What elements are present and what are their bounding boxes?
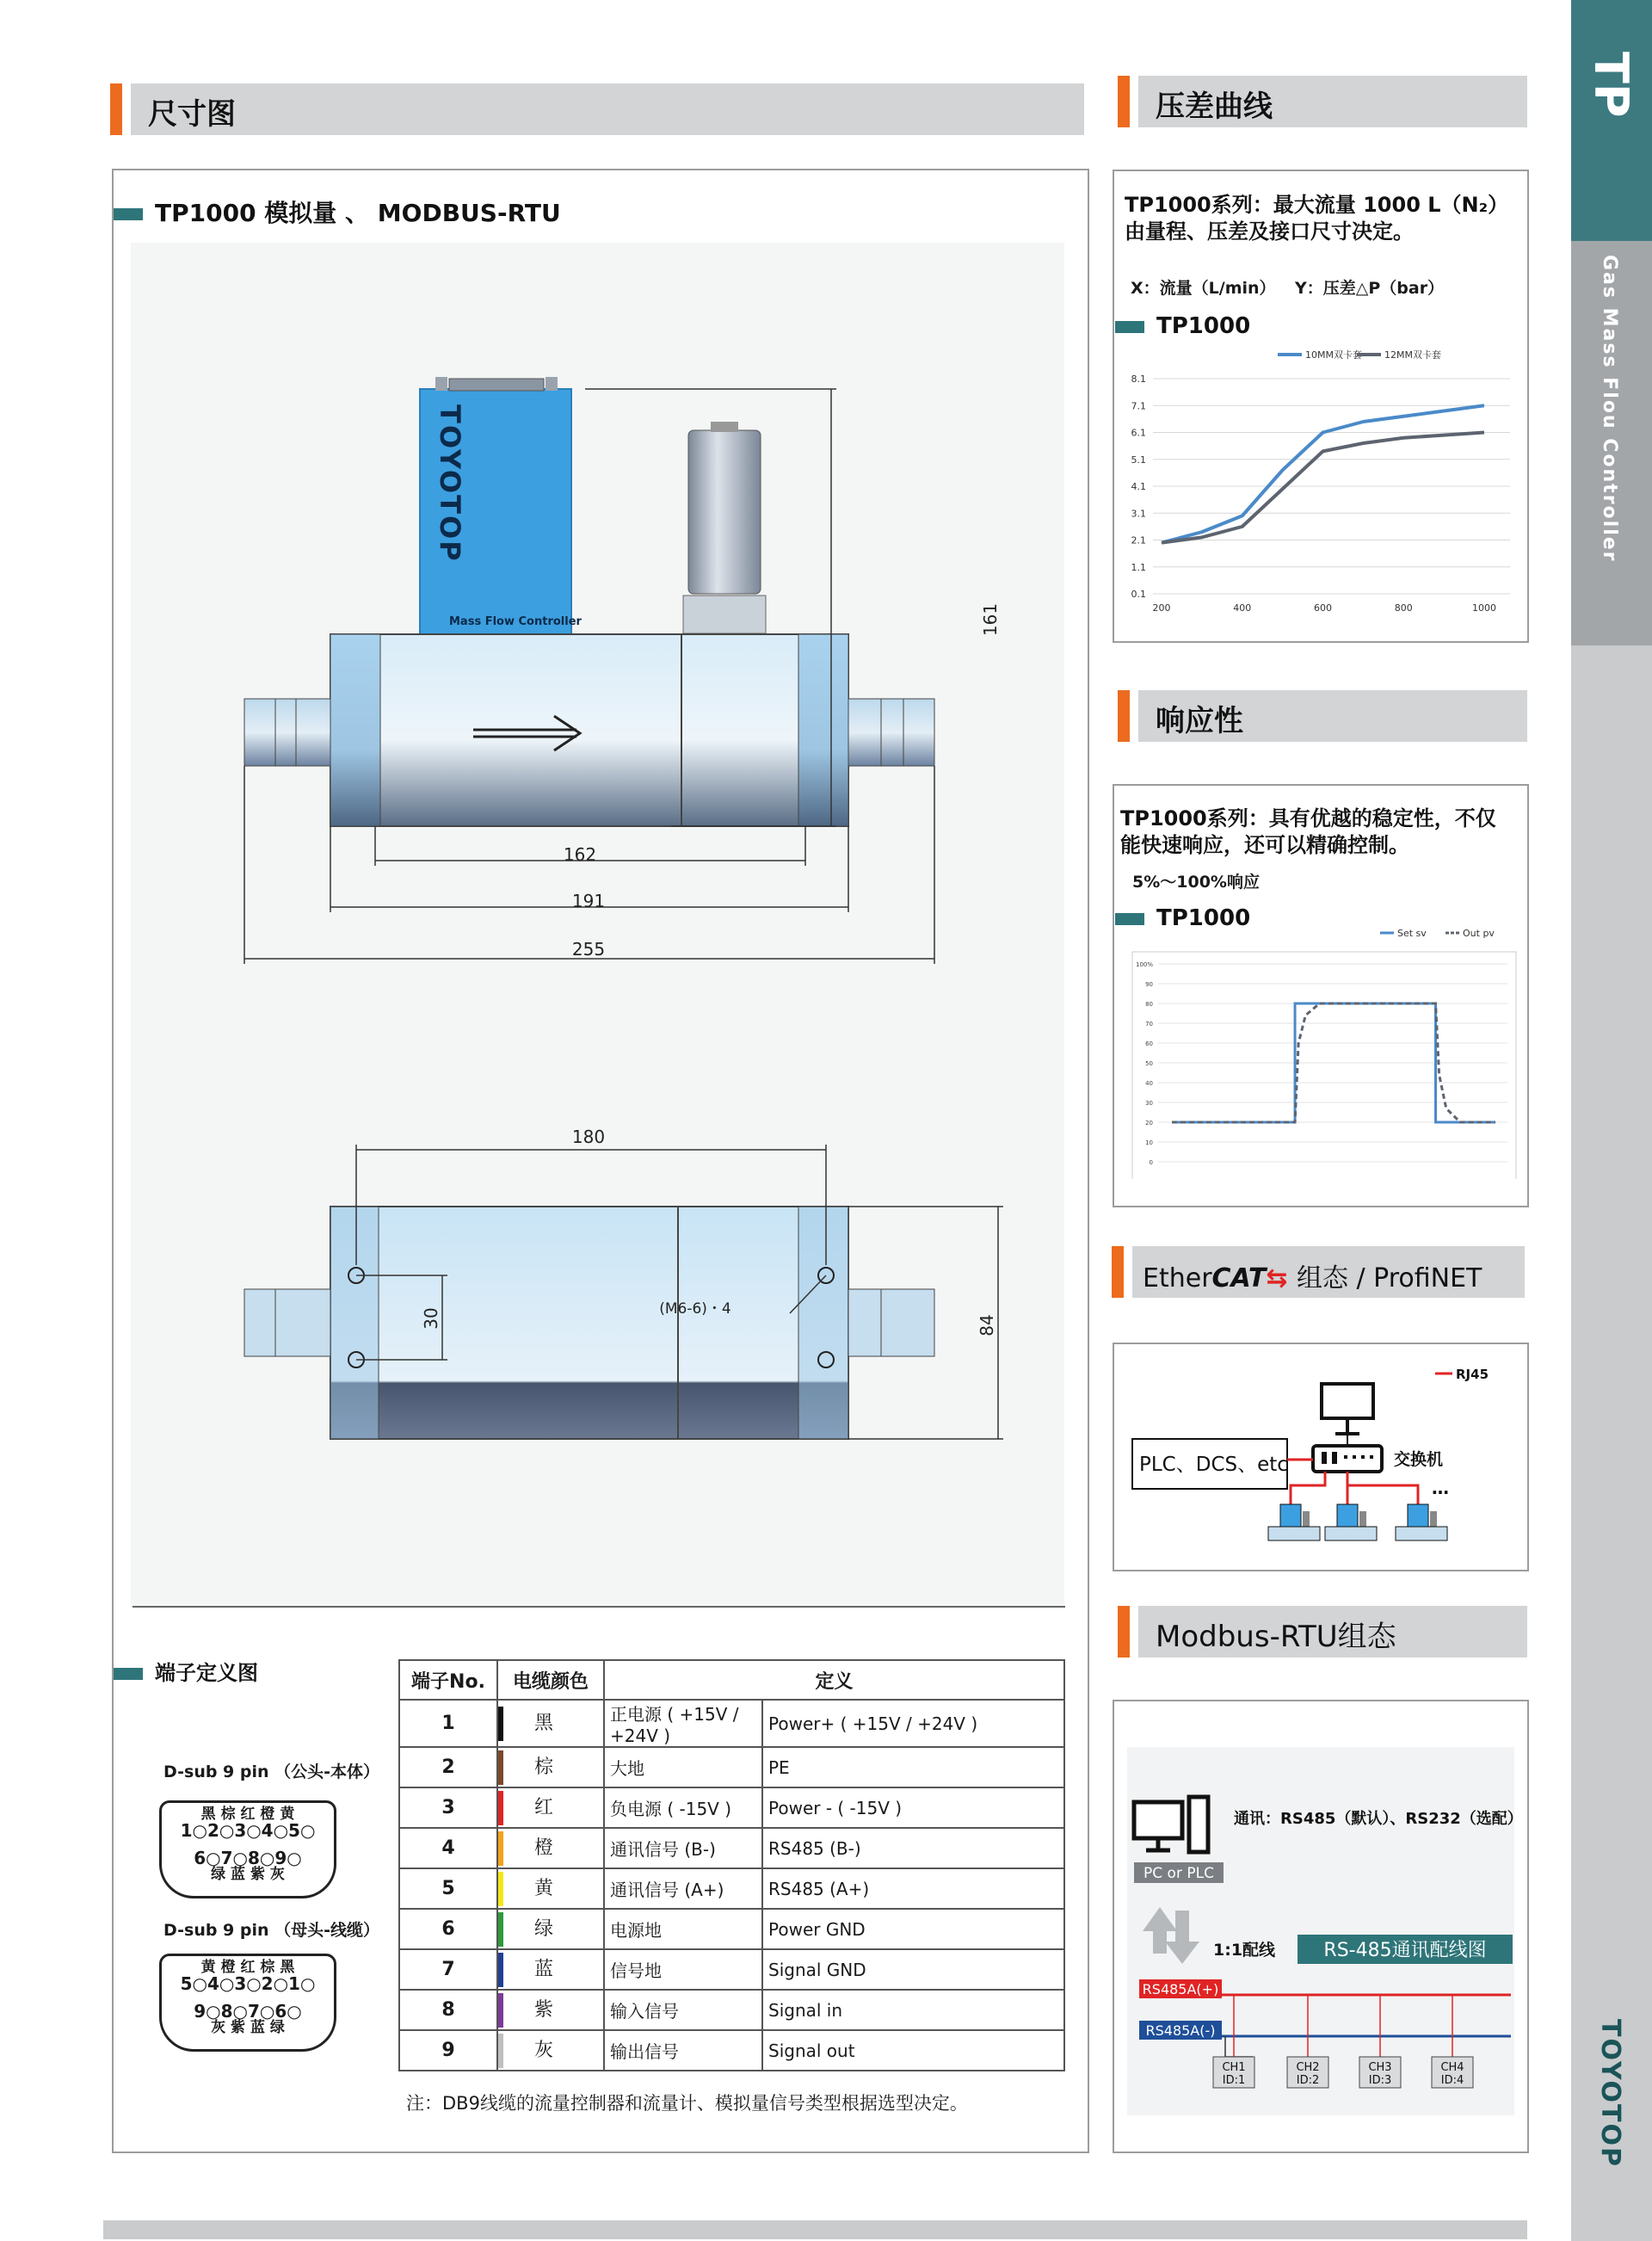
ethercat-title-post: 组态 / ProfiNET [1296, 1263, 1482, 1293]
male-row1-nums: 1○2○3○4○5○ [180, 1820, 316, 1841]
response-model: TP1000 [1156, 905, 1251, 931]
terminal-row [399, 2030, 1064, 2071]
pin-def-en: RS485 (A+) [762, 1868, 1064, 1909]
male-connector-label: D-sub 9 pin （公头-本体） [163, 1763, 380, 1781]
device-label: Mass Flow Controller [449, 615, 582, 628]
pressure-header-accent [1118, 76, 1130, 127]
response-header-accent [1118, 690, 1130, 742]
channel-id: ID:2 [1296, 2074, 1320, 2087]
model-caption: TP1000 模拟量 、 MODBUS-RTU [155, 199, 561, 227]
valve-cylinder [688, 430, 761, 594]
pin-color-name: 黄 [534, 1877, 554, 1899]
wiring-title: RS-485通讯配线图 [1323, 1940, 1487, 1961]
y-tick-label: 7.1 [1131, 400, 1146, 412]
y-tick-label: 5.1 [1131, 454, 1146, 466]
pin-color [497, 1787, 604, 1828]
pin-no: 9 [399, 2030, 497, 2071]
response-chart [1122, 912, 1523, 1179]
side-subtitle: Gas Mass Flou Controller [1599, 255, 1620, 563]
pin-color [497, 1828, 604, 1868]
pin-def-cn: 通讯信号 (A+) [604, 1868, 762, 1909]
pin-no: 2 [399, 1747, 497, 1787]
legend-label: 10MM双卡套 [1305, 349, 1362, 361]
legend-label: Out pv [1463, 928, 1495, 939]
y-tick-label: 40 [1145, 1080, 1153, 1087]
series-line [1162, 405, 1484, 542]
pin-def-en: Power GND [762, 1909, 1064, 1949]
modbus-title: Modbus-RTU组态 [1156, 1620, 1396, 1654]
modbus-header [1138, 1606, 1527, 1658]
pressure-chart [1119, 336, 1523, 628]
y-tick-label: 10 [1145, 1139, 1153, 1146]
pin-def-cn: 正电源 ( +15V / +24V ) [604, 1700, 762, 1747]
monitor-icon [1322, 1384, 1373, 1418]
caption-marker [114, 208, 143, 220]
terminal-row [399, 1747, 1064, 1787]
side-bottom-band [1571, 645, 1652, 2241]
color-swatch [498, 1872, 503, 1906]
dim-162: 162 [563, 844, 597, 865]
pin-no: 7 [399, 1949, 497, 1990]
terminal-note: 注：DB9线缆的流量控制器和流量计、模拟量信号类型根据选型决定。 [406, 2093, 968, 2114]
y-tick-label: 30 [1145, 1100, 1153, 1107]
y-tick-label: 8.1 [1131, 374, 1146, 385]
response-sub: 5%～100%响应 [1132, 873, 1260, 892]
dimension-title: 尺寸图 [148, 97, 236, 132]
pressure-marker [1115, 321, 1144, 333]
side-tab [1571, 0, 1652, 241]
pin-color-name: 红 [534, 1796, 554, 1818]
y-tick-label: 100% [1135, 961, 1153, 968]
pin-def-en: RS485 (B-) [762, 1828, 1064, 1868]
terminal-table [398, 1659, 1065, 2071]
pin-no: 4 [399, 1828, 497, 1868]
pin-def-cn: 电源地 [604, 1909, 762, 1949]
response-title: 响应性 [1156, 704, 1243, 738]
pin-no: 3 [399, 1787, 497, 1828]
pin-color [497, 1700, 604, 1747]
male-connector [159, 1800, 336, 1898]
pin-color-name: 蓝 [534, 1958, 554, 1980]
color-swatch [498, 2034, 503, 2068]
color-swatch [498, 1912, 503, 1947]
hole-note: (M6-6)・4 [659, 1300, 731, 1318]
female-row1-nums: 5○4○3○2○1○ [180, 1973, 316, 1994]
channel-label: CH3 [1368, 2061, 1392, 2074]
terminal-title: 端子定义图 [155, 1661, 258, 1685]
y-tick-label: 20 [1145, 1120, 1153, 1127]
pressure-model: TP1000 [1156, 313, 1251, 339]
dim-84: 84 [977, 1314, 997, 1337]
pressure-header [1138, 76, 1527, 127]
col-no: 端子No. [399, 1660, 497, 1700]
x-tick-label: 1000 [1472, 602, 1496, 614]
switch-label: 交换机 [1394, 1450, 1444, 1469]
pin-color [497, 1747, 604, 1787]
pin-no: 1 [399, 1700, 497, 1747]
dimension-header-accent [110, 83, 122, 135]
ethercat-dots: … [1432, 1478, 1449, 1498]
dim-255: 255 [571, 939, 606, 960]
y-tick-label: 2.1 [1131, 534, 1146, 546]
pin-no: 6 [399, 1909, 497, 1949]
ethercat-diagram [1119, 1348, 1523, 1565]
pin-def-en: Signal in [762, 1990, 1064, 2030]
line-b-label: RS485A(-) [1145, 2022, 1216, 2039]
pressure-axis-y: Y：压差△P（bar） [1295, 279, 1445, 298]
pin-def-cn: 输出信号 [604, 2030, 762, 2071]
male-row1-colors: 黑 棕 红 橙 黄 [200, 1806, 295, 1823]
ethercat-arrow-icon: ⇆ [1266, 1263, 1297, 1293]
pin-color-name: 黑 [534, 1712, 554, 1734]
channel-id: ID:1 [1222, 2074, 1246, 2087]
y-tick-label: 0.1 [1131, 589, 1146, 600]
pin-no: 5 [399, 1868, 497, 1909]
y-tick-label: 4.1 [1131, 481, 1146, 492]
response-desc-1: TP1000系列：具有优越的稳定性，不仅 [1120, 806, 1496, 830]
pin-def-cn: 大地 [604, 1747, 762, 1787]
color-swatch [498, 1707, 503, 1741]
pin-color [497, 2030, 604, 2071]
x-tick-label: 200 [1152, 602, 1171, 614]
wiring-label: 1:1配线 [1213, 1941, 1276, 1960]
y-tick-label: 90 [1145, 981, 1153, 988]
model-caption-head [114, 194, 561, 229]
pc-label: PC or PLC [1143, 1865, 1214, 1882]
dim-161: 161 [980, 602, 1001, 637]
ethercat-header-accent [1112, 1246, 1124, 1298]
response-desc-2: 能快速响应，还可以精确控制。 [1120, 833, 1409, 857]
footer-bar [103, 2220, 1527, 2239]
dim-191: 191 [571, 891, 606, 911]
side-tab-label: TP [1584, 52, 1638, 118]
pin-def-cn: 负电源 ( -15V ) [604, 1787, 762, 1828]
pin-def-en: Power - ( -15V ) [762, 1787, 1064, 1828]
female-row1-colors: 黄 橙 红 棕 黑 [200, 1959, 295, 1976]
channel-label: CH2 [1296, 2061, 1320, 2074]
y-tick-label: 0 [1149, 1159, 1153, 1166]
x-tick-label: 600 [1314, 602, 1332, 614]
terminal-table-header [399, 1660, 1064, 1700]
terminal-row [399, 1700, 1064, 1747]
right-fitting [848, 699, 934, 766]
comm-text: 通讯：RS485（默认）、RS232（选配） [1234, 1810, 1523, 1828]
terminal-row [399, 1868, 1064, 1909]
plot-frame [1132, 952, 1516, 1179]
pressure-desc-1: TP1000系列：最大流量 1000 L（N₂） [1125, 193, 1509, 217]
plc-label: PLC、DCS、etc [1139, 1454, 1288, 1476]
rj45-label: RJ45 [1456, 1367, 1489, 1382]
line-a-label: RS485A(+) [1142, 1981, 1219, 1997]
dimension-header [131, 83, 1084, 135]
col-color: 电缆颜色 [497, 1660, 604, 1700]
ethercat-title-cat: CAT [1211, 1263, 1267, 1293]
pin-color [497, 1868, 604, 1909]
channel-label: CH1 [1222, 2061, 1246, 2074]
channel-id: ID:3 [1368, 2074, 1392, 2087]
x-tick-label: 400 [1233, 602, 1252, 614]
y-tick-label: 50 [1145, 1060, 1153, 1067]
pin-def-cn: 输入信号 [604, 1990, 762, 2030]
terminal-head [114, 1656, 258, 1686]
x-tick-label: 800 [1394, 602, 1413, 614]
terminal-row [399, 1949, 1064, 1990]
bottom-body [330, 1207, 848, 1439]
y-tick-label: 60 [1145, 1040, 1153, 1047]
pin-no: 8 [399, 1990, 497, 2030]
ethercat-header [1132, 1246, 1525, 1298]
male-row2-nums: 6○7○8○9○ [194, 1848, 302, 1868]
terminal-row [399, 1828, 1064, 1868]
female-connector [159, 1954, 336, 2052]
y-tick-label: 80 [1145, 1001, 1153, 1008]
female-row2-colors: 灰 紫 蓝 绿 [211, 2019, 285, 2036]
pin-def-cn: 通讯信号 (B-) [604, 1828, 762, 1868]
pin-color-name: 紫 [534, 1998, 554, 2021]
legend-label: 12MM双卡套 [1384, 349, 1441, 361]
pin-color-name: 灰 [534, 2039, 554, 2061]
channel-label: CH4 [1440, 2061, 1464, 2074]
left-fitting [244, 699, 330, 766]
color-swatch [498, 1953, 503, 1987]
pin-def-en: Power+ ( +15V / +24V ) [762, 1700, 1064, 1747]
device-brand: TOYOTOP [434, 404, 466, 563]
terminal-row [399, 1990, 1064, 2030]
pin-color-name: 绿 [534, 1917, 554, 1940]
color-swatch [498, 1831, 503, 1866]
female-row2-nums: 9○8○7○6○ [194, 2001, 302, 2022]
bottom-view-drawing [224, 1119, 1084, 1463]
pressure-title: 压差曲线 [1156, 90, 1273, 124]
device-icon-2 [1325, 1504, 1377, 1540]
pc-monitor-icon [1134, 1802, 1182, 1838]
dsub-connector [449, 379, 544, 391]
ethercat-title-ether: Ether [1143, 1263, 1212, 1293]
color-swatch [498, 1993, 503, 2028]
side-brand: TOYOTOP [1595, 2019, 1625, 2169]
pressure-desc-2: 由量程、压差及接口尺寸决定。 [1125, 219, 1414, 244]
pin-def-en: Signal GND [762, 1949, 1064, 1990]
pc-tower-icon [1189, 1797, 1208, 1852]
pin-def-cn: 信号地 [604, 1949, 762, 1990]
terminal-marker [114, 1668, 143, 1680]
female-connector-label: D-sub 9 pin （母头-线缆） [163, 1921, 380, 1940]
color-swatch [498, 1750, 503, 1785]
front-view-drawing [224, 361, 1084, 981]
pin-color [497, 1990, 604, 2030]
series-line [1162, 433, 1484, 543]
terminal-row [399, 1909, 1064, 1949]
color-swatch [498, 1791, 503, 1825]
modbus-header-accent [1118, 1606, 1130, 1658]
pressure-axis-x: X：流量（L/min） [1131, 279, 1276, 298]
dim-30: 30 [421, 1307, 441, 1330]
y-tick-label: 3.1 [1131, 508, 1146, 520]
pin-def-en: Signal out [762, 2030, 1064, 2071]
legend-label: Set sv [1397, 928, 1427, 939]
pin-color [497, 1949, 604, 1990]
dim-180: 180 [571, 1127, 606, 1147]
y-tick-label: 6.1 [1131, 427, 1146, 439]
ethercat-title [1143, 1256, 1482, 1294]
pin-color [497, 1909, 604, 1949]
pin-def-en: PE [762, 1747, 1064, 1787]
device-icon-3 [1396, 1504, 1447, 1540]
terminal-row [399, 1787, 1064, 1828]
modbus-diagram [1119, 1747, 1523, 2117]
male-row2-colors: 绿 蓝 紫 灰 [211, 1866, 285, 1883]
pin-color-name: 棕 [534, 1756, 554, 1778]
device-icon-1 [1268, 1504, 1320, 1540]
y-tick-label: 1.1 [1131, 561, 1146, 573]
channel-id: ID:4 [1440, 2074, 1464, 2087]
side-subtitle-band [1571, 241, 1652, 645]
section-divider [133, 1606, 1065, 1608]
col-def: 定义 [604, 1660, 1064, 1700]
pin-color-name: 橙 [534, 1837, 554, 1859]
response-header [1138, 690, 1527, 742]
y-tick-label: 70 [1145, 1021, 1153, 1028]
flow-body [330, 634, 848, 826]
